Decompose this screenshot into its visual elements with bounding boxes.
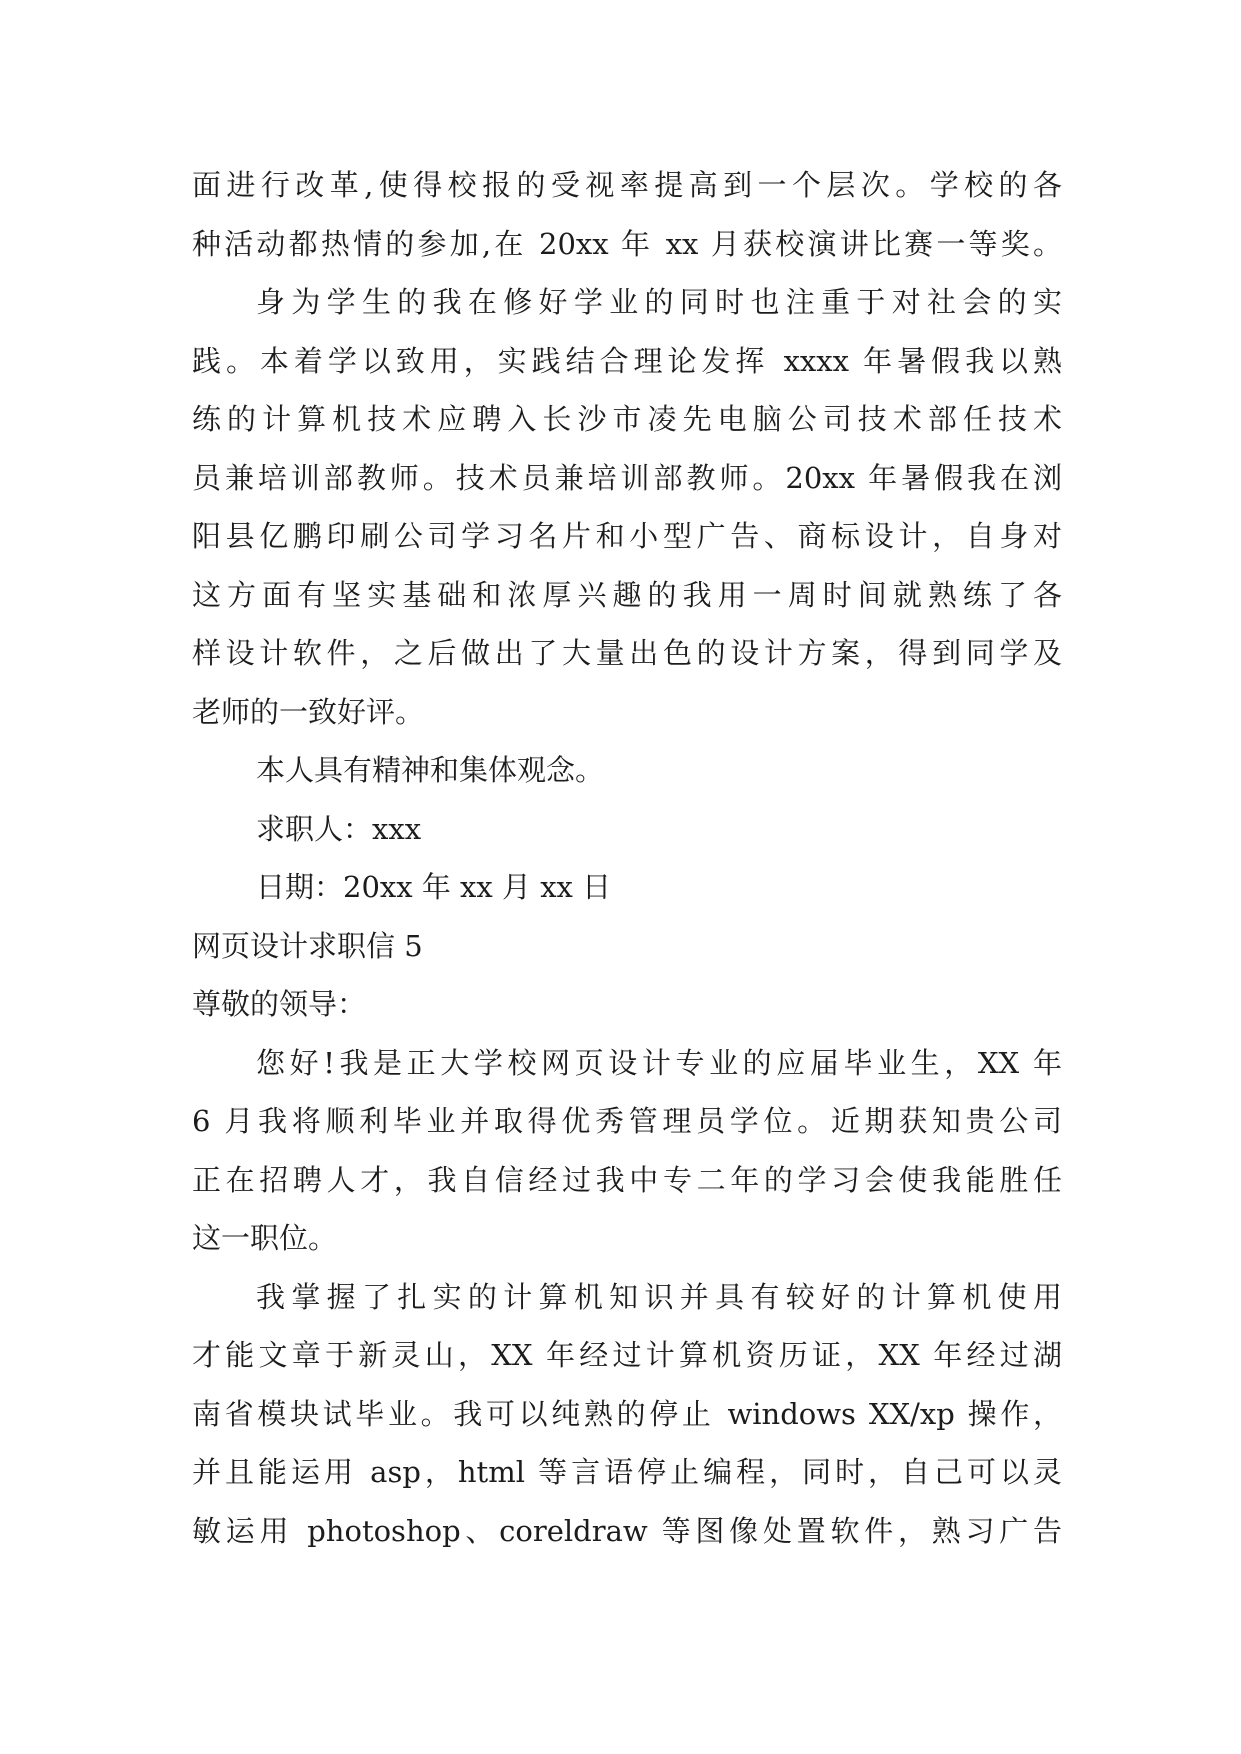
text-line: 老师的一致好评。 — [192, 694, 425, 729]
text-line: 南省模块试毕业。我可以纯熟的停止 windows XX/xp 操作， — [192, 1396, 1062, 1431]
text-line: 我掌握了扎实的计算机知识并具有较好的计算机使用 — [256, 1279, 1062, 1314]
text-line: 种活动都热情的参加,在 20xx 年 xx 月获校演讲比赛一等奖。 — [192, 226, 1062, 261]
section-heading — [192, 917, 1062, 976]
text-line: 敏运用 photoshop、coreldraw 等图像处置软件，熟习广告 — [192, 1513, 1062, 1548]
text-line: 正在招聘人才，我自信经过我中专二年的学习会使我能胜任 — [192, 1162, 1062, 1197]
paragraph-school-activities — [192, 156, 1062, 273]
applicant-name: 求职人：xxx — [256, 811, 422, 846]
text-line: 践。本着学以致用，实践结合理论发挥 xxxx 年暑假我以熟 — [192, 343, 1062, 378]
paragraph-team-spirit — [192, 741, 1062, 800]
applicant-signature — [192, 800, 1062, 859]
text-line: 面进行改革,使得校报的受视率提高到一个层次。学校的各 — [192, 168, 1062, 202]
text-line: 6 月我将顺利毕业并取得优秀管理员学位。近期获知贵公司 — [192, 1104, 1062, 1138]
text-line: 这方面有坚实基础和浓厚兴趣的我用一周时间就熟练了各 — [192, 577, 1062, 612]
salutation — [192, 975, 1062, 1034]
document-body — [192, 156, 1062, 1560]
text-line: 并且能运用 asp，html 等言语停止编程，同时，自己可以灵 — [192, 1455, 1062, 1489]
signature-date — [192, 858, 1062, 917]
text-line: 员兼培训部教师。技术员兼培训部教师。20xx 年暑假我在浏 — [192, 460, 1062, 495]
text-line: 您好!我是正大学校网页设计专业的应届毕业生，XX 年 — [256, 1045, 1062, 1080]
paragraph-introduction — [192, 1034, 1062, 1268]
text-line: 本人具有精神和集体观念。 — [256, 753, 605, 787]
salutation-line: 尊敬的领导： — [192, 987, 367, 1021]
paragraph-social-practice — [192, 273, 1062, 741]
letter-title: 网页设计求职信 5 — [192, 928, 423, 963]
text-line: 这一职位。 — [192, 1221, 338, 1255]
date-line: 日期：20xx 年 xx 月 xx 日 — [256, 870, 612, 904]
text-line: 阳县亿鹏印刷公司学习名片和小型广告、商标设计，自身对 — [192, 519, 1062, 553]
paragraph-computer-skills — [192, 1268, 1062, 1561]
text-line: 练的计算机技术应聘入长沙市凌先电脑公司技术部任技术 — [192, 402, 1062, 436]
text-line: 样设计软件，之后做出了大量出色的设计方案，得到同学及 — [192, 636, 1062, 670]
text-line: 才能文章于新灵山，XX 年经过计算机资历证，XX 年经过湖 — [192, 1338, 1062, 1372]
text-line: 身为学生的我在修好学业的同时也注重于对社会的实 — [256, 285, 1062, 319]
